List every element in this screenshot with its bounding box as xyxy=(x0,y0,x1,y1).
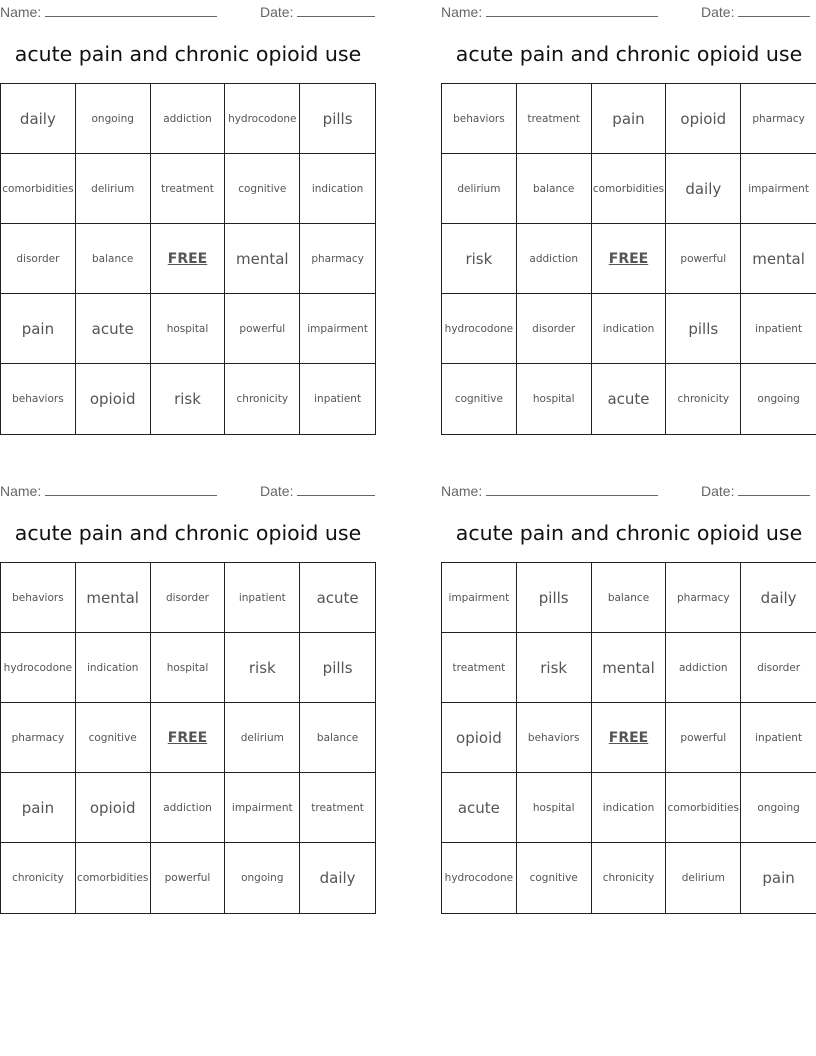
bingo-cell: pills xyxy=(517,563,592,633)
bingo-grid xyxy=(441,562,816,914)
bingo-cell: pharmacy xyxy=(666,563,741,633)
name-field[interactable] xyxy=(0,2,217,20)
bingo-cell: pain xyxy=(1,773,76,843)
name-line xyxy=(45,481,217,496)
bingo-cell: powerful xyxy=(151,843,226,913)
bingo-cell: disorder xyxy=(151,563,226,633)
bingo-cell: balance xyxy=(300,703,375,773)
bingo-cell: daily xyxy=(319,869,356,887)
bingo-cell: mental xyxy=(592,633,667,703)
bingo-cell: balance xyxy=(517,154,592,224)
bingo-cell: hospital xyxy=(151,294,226,364)
bingo-cell: daily xyxy=(1,84,76,154)
date-line xyxy=(297,481,375,496)
bingo-cell: inpatient xyxy=(225,563,300,633)
card-header xyxy=(0,479,376,499)
bingo-cell: opioid xyxy=(666,84,741,154)
name-label: Name: xyxy=(0,4,42,20)
bingo-cell: indication xyxy=(592,294,667,364)
bingo-cell: ongoing xyxy=(225,843,300,913)
bingo-cell: pain xyxy=(1,294,76,364)
name-label: Name: xyxy=(441,4,483,20)
card-title: acute pain and chronic opioid use xyxy=(455,521,803,545)
bingo-cell: opioid xyxy=(76,773,151,843)
bingo-cell: comorbidities xyxy=(76,843,151,913)
bingo-cell: comorbidities xyxy=(592,154,667,224)
bingo-cell: addiction xyxy=(666,633,741,703)
date-line xyxy=(297,2,375,17)
date-field[interactable] xyxy=(701,481,810,499)
bingo-cell: pills xyxy=(300,633,375,703)
bingo-cell: pharmacy xyxy=(1,703,76,773)
bingo-cell: mental xyxy=(76,563,151,633)
bingo-cell: mental xyxy=(741,224,816,294)
bingo-cell: powerful xyxy=(225,294,300,364)
bingo-grid xyxy=(0,83,376,435)
bingo-cell: addiction xyxy=(151,84,226,154)
bingo-cell: pharmacy xyxy=(300,224,375,294)
bingo-cell: chronicity xyxy=(592,843,667,913)
name-line xyxy=(486,2,658,17)
bingo-cell: pain xyxy=(762,869,795,887)
bingo-cell: hydrocodone xyxy=(225,84,300,154)
bingo-cell: balance xyxy=(76,224,151,294)
name-field[interactable] xyxy=(0,481,217,499)
bingo-cell: pain xyxy=(592,84,667,154)
bingo-cell: delirium xyxy=(76,154,151,224)
name-line xyxy=(486,481,658,496)
free-space-cell: FREE xyxy=(592,703,667,773)
date-label: Date: xyxy=(260,483,294,499)
bingo-cell: delirium xyxy=(442,154,517,224)
name-label: Name: xyxy=(441,483,483,499)
date-label: Date: xyxy=(260,4,294,20)
bingo-cell: hydrocodone xyxy=(442,294,517,364)
bingo-cell: acute xyxy=(300,563,375,633)
bingo-cell: cognitive xyxy=(517,843,592,913)
bingo-cell: impairment xyxy=(442,563,517,633)
bingo-cell: hospital xyxy=(151,633,226,703)
bingo-cell: disorder xyxy=(1,224,76,294)
card-header xyxy=(441,479,816,499)
bingo-cell: impairment xyxy=(741,154,816,224)
bingo-cell: mental xyxy=(225,224,300,294)
bingo-cell: opioid xyxy=(442,703,517,773)
bingo-cell: acute xyxy=(442,773,517,843)
free-space-cell: FREE xyxy=(592,224,667,294)
bingo-cell: opioid xyxy=(76,364,151,434)
card-title: acute pain and chronic opioid use xyxy=(14,42,362,66)
free-space-cell: FREE xyxy=(151,224,226,294)
bingo-cell: pills xyxy=(666,294,741,364)
bingo-cell: treatment xyxy=(300,773,375,843)
bingo-cell: disorder xyxy=(517,294,592,364)
bingo-cell: treatment xyxy=(517,84,592,154)
free-space-cell: FREE xyxy=(151,703,226,773)
bingo-cell: delirium xyxy=(666,843,741,913)
bingo-cell: pharmacy xyxy=(741,84,816,154)
bingo-cell: cognitive xyxy=(442,364,517,434)
bingo-cell: risk xyxy=(225,633,300,703)
card-header xyxy=(441,0,816,20)
bingo-cell: disorder xyxy=(741,633,816,703)
bingo-cell: addiction xyxy=(517,224,592,294)
bingo-cell: acute xyxy=(592,364,667,434)
date-field[interactable] xyxy=(260,2,375,20)
bingo-cell: comorbidities xyxy=(666,773,741,843)
bingo-cell: hydrocodone xyxy=(442,843,517,913)
bingo-cell: inpatient xyxy=(314,393,362,405)
date-label: Date: xyxy=(701,483,735,499)
bingo-cell: ongoing xyxy=(757,393,800,405)
bingo-cell: indication xyxy=(300,154,375,224)
bingo-cell: pills xyxy=(300,84,375,154)
bingo-cell: impairment xyxy=(300,294,375,364)
bingo-cell: risk xyxy=(517,633,592,703)
bingo-cell: addiction xyxy=(151,773,226,843)
bingo-cell: indication xyxy=(76,633,151,703)
bingo-cell: inpatient xyxy=(741,294,816,364)
bingo-cell: risk xyxy=(442,224,517,294)
bingo-cell: comorbidities xyxy=(1,154,76,224)
bingo-cell: ongoing xyxy=(741,773,816,843)
bingo-cell: treatment xyxy=(442,633,517,703)
bingo-cell: hospital xyxy=(517,364,592,434)
bingo-cell: hospital xyxy=(517,773,592,843)
bingo-cell: daily xyxy=(666,154,741,224)
bingo-cell: chronicity xyxy=(225,364,300,434)
date-label: Date: xyxy=(701,4,735,20)
date-line xyxy=(738,481,810,496)
name-label: Name: xyxy=(0,483,42,499)
bingo-cell: ongoing xyxy=(76,84,151,154)
bingo-cell: powerful xyxy=(666,224,741,294)
bingo-cell: acute xyxy=(76,294,151,364)
bingo-cell: daily xyxy=(741,563,816,633)
bingo-cell: treatment xyxy=(151,154,226,224)
bingo-cell: behaviors xyxy=(517,703,592,773)
bingo-cell: powerful xyxy=(666,703,741,773)
bingo-cell: delirium xyxy=(225,703,300,773)
date-field[interactable] xyxy=(260,481,375,499)
bingo-grid xyxy=(0,562,376,914)
card-header xyxy=(0,0,376,20)
bingo-cell: chronicity xyxy=(666,364,741,434)
name-field[interactable] xyxy=(441,481,658,499)
date-line xyxy=(738,2,810,17)
bingo-cell: cognitive xyxy=(225,154,300,224)
bingo-cell: balance xyxy=(592,563,667,633)
bingo-cell: hydrocodone xyxy=(1,633,76,703)
bingo-cell: impairment xyxy=(225,773,300,843)
name-line xyxy=(45,2,217,17)
date-field[interactable] xyxy=(701,2,810,20)
card-title: acute pain and chronic opioid use xyxy=(14,521,362,545)
card-title: acute pain and chronic opioid use xyxy=(455,42,803,66)
bingo-cell: behaviors xyxy=(1,364,76,434)
bingo-cell: inpatient xyxy=(741,703,816,773)
bingo-cell: cognitive xyxy=(76,703,151,773)
bingo-cell: risk xyxy=(151,364,226,434)
bingo-cell: indication xyxy=(592,773,667,843)
bingo-cell: behaviors xyxy=(1,563,76,633)
bingo-grid xyxy=(441,83,816,435)
name-field[interactable] xyxy=(441,2,658,20)
bingo-cell: behaviors xyxy=(442,84,517,154)
bingo-cell: chronicity xyxy=(1,843,76,913)
